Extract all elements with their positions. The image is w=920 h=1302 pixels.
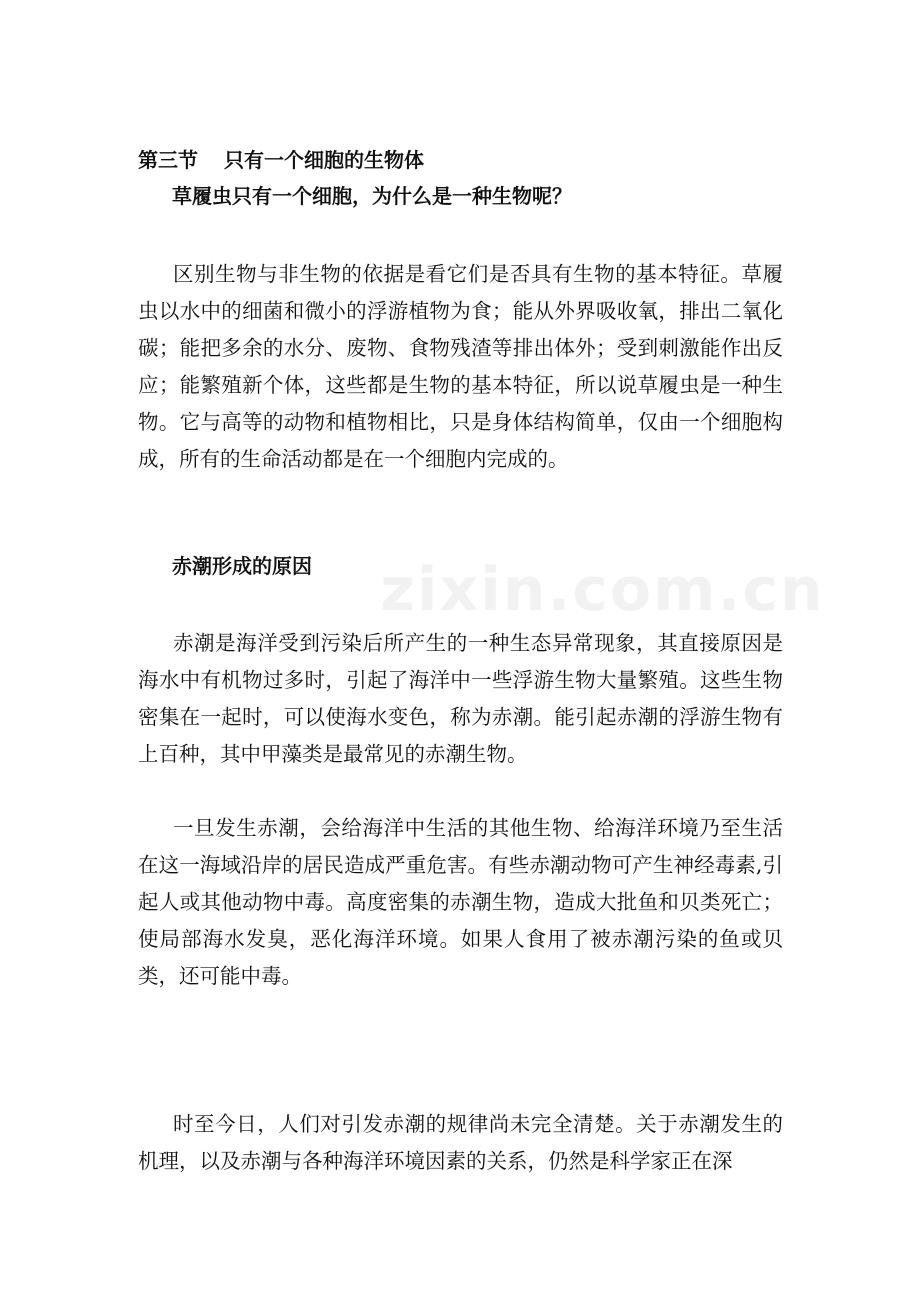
answer-paragraph: 区别生物与非生物的依据是看它们是否具有生物的基本特征。草履虫以水中的细菌和微小的浮游植物为食；能从外界吸收氧，排出二氧化碳；能把多余的水分、废物、食物残渣等排出体外；受到刺激能作出反应；能繁殖新个体，这些都是生物的基本特征，所以说草履虫是一种生物。它与高等的动物和植物相比，只是身体结构简单，仅由一个细胞构成，所有的生命活动都是在一个细胞内完成的。 <box>138 262 783 471</box>
red-tide-paragraph-3: 时至今日，人们对引发赤潮的规律尚未完全清楚。关于赤潮发生的机理，以及赤潮与各种海洋环境因素的关系，仍然是科学家正在深 <box>138 1112 783 1173</box>
section-title <box>138 146 424 174</box>
red-tide-paragraph-1: 赤潮是海洋受到污染后所产生的一种生态异常现象，其直接原因是海水中有机物过多时，引起了海洋中一些浮游生物大量繁殖。这些生物密集在一起时，可以使海水变色，称为赤潮。能引起赤潮的浮游生物有上百种，其中甲藻类是最常见的赤潮生物。 <box>138 631 783 766</box>
red-tide-heading: 赤潮形成的原因 <box>172 554 312 578</box>
watermark: zixin.com.cn <box>380 555 825 625</box>
section-number: 第三节 <box>138 148 198 172</box>
red-tide-paragraph-2: 一旦发生赤潮，会给海洋中生活的其他生物、给海洋环境乃至生活在这一海域沿岸的居民造成严重危害。有些赤潮动物可产生神经毒素,引起人或其他动物中毒。高度密集的赤潮生物，造成大批鱼和贝类死亡；使局部海水发臭，恶化海洋环境。如果人食用了被赤潮污染的鱼或贝类，还可能中毒。 <box>138 816 783 988</box>
question-heading: 草履虫只有一个细胞，为什么是一种生物呢？ <box>172 184 572 208</box>
section-name: 只有一个细胞的生物体 <box>224 148 424 172</box>
